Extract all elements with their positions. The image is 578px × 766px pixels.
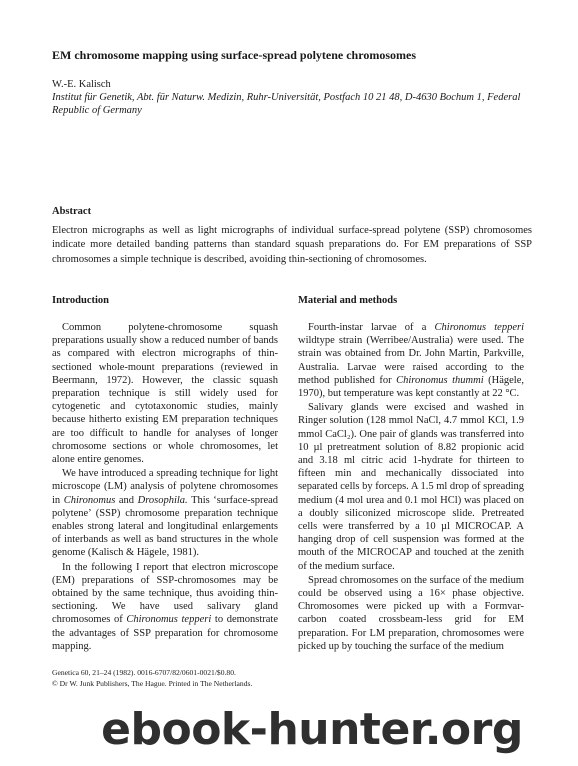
methods-paragraph: Salivary glands were excised and washed in Ringer solution (128 mmol NaCl, 4.7 mmol KCl, 1.9 mmol CaCl₂). One pair of glands was transferred into 10 µl pretreatment solution of 8.82 propionic acid and 3.18 ml citric acid 1-hydrate for thirteen to fifteen min and mechanically dissociated into separated cells by forceps. A 1.5 ml drop of spreading medium (4 mol urea and 0.1 mol HCl) was placed on a doubly siliconized microscope slide. Pretreated cells were transferred by a 10 µl MICROCAP. A hanging drop of cell suspension was formed at the mouth of the MICROCAP and touched at the zenith of the medium surface.: [298, 402, 524, 572]
copyright-line: © Dr W. Junk Publishers, The Hague. Printed in The Netherlands.: [52, 679, 253, 688]
author-name: W.-E. Kalisch: [52, 79, 111, 90]
introduction-column: [52, 294, 278, 653]
watermark: ebook-hunter.org: [101, 704, 523, 755]
publication-footer: [52, 667, 252, 689]
methods-paragraph: Spread chromosomes on the surface of the medium could be observed using a 16× phase objective. Chromosomes were picked up with a Formvar-carbon coated crossbeam-less grid for EM preparation. For LM preparation, chromosomes were picked up by touching the surface of the medium: [298, 574, 524, 652]
introduction-heading: Introduction: [52, 295, 109, 306]
introduction-paragraph: Common polytene-chromosome squash preparations usually show a reduced number of bands as compared with electron micrographs of thin-sectioned whole-mount preparations (reviewed in Beermann, 1972). However, the classic squash preparation technique is still widely used for cytogenetic and cytotaxonomic studies, mainly because hitherto existing EM preparation techniques are too difficult to handle for analyses of longer chromosome sections or whole chromosomes, let alone entire genomes.: [52, 322, 278, 466]
author-affiliation: Institut für Genetik, Abt. für Naturw. Medizin, Ruhr-Universität, Postfach 10 21 48, D-4630 Bochum 1, Federal Republic of Germany: [52, 92, 521, 116]
introduction-paragraph: We have introduced a spreading technique for light microscope (LM) analysis of polytene chromosomes in Chironomus and Drosophila. This ‘surface-spread polytene’ (SSP) chromosome preparation technique enables strong lateral and longitudinal enlargements of interbands as well as band structures in the whole genome (Kalisch & Hägele, 1981).: [52, 468, 279, 559]
methods-heading: Material and methods: [298, 295, 398, 306]
abstract-heading: Abstract: [52, 206, 92, 217]
introduction-paragraph: In the following I report that electron microscope (EM) preparations of SSP-chromosomes may be obtained by the same technique, thus avoiding thin-sectioning. We have used salivary gland chromosomes of Chironomus tepperi to demonstrate the advantages of SSP preparation for chromosome mapping.: [52, 561, 279, 652]
methods-paragraph: Fourth-instar larvae of a Chironomus tepperi wildtype strain (Werribee/Australia) were used. The strain was obtained from Dr. John Martin, Parkville, Australia. Larvae were raised according to the method published for Chironomus thummi (Hägele, 1970), but temperature was kept constantly at 22 °C.: [298, 322, 524, 400]
abstract-text: Electron micrographs as well as light micrographs of individual surface-spread polytene (SSP) chromosomes indicate more detailed banding patterns than standard squash preparations do. For EM preparations of SSP chromosomes a simple technique is described, avoiding thin-sectioning of chromosomes.: [52, 225, 532, 265]
methods-column: [298, 294, 524, 653]
citation-line: Genetica 60, 21–24 (1982). 0016-6707/82/0601-0021/$0.80.: [52, 668, 236, 677]
article-title: EM chromosome mapping using surface-spread polytene chromosomes: [52, 48, 416, 62]
